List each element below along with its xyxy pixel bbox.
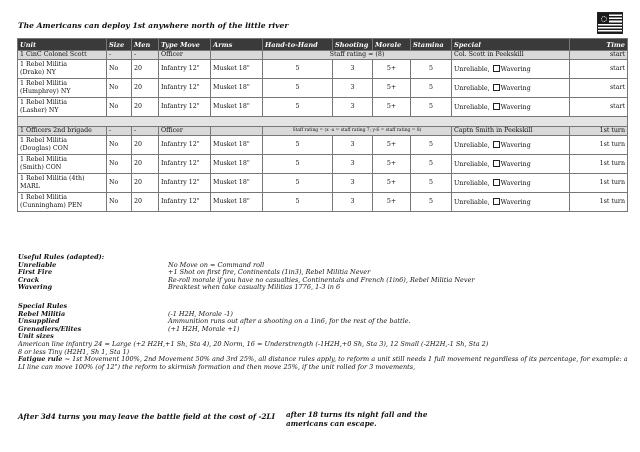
table-row	[18, 193, 628, 212]
rule-description: +1 Shot on first fire, Continentals (1in3), Rebel Militia Never	[168, 268, 371, 277]
size-cell: No	[107, 193, 132, 212]
stamina-cell: 5	[411, 155, 452, 174]
column-header: Men	[132, 39, 159, 51]
men-cell: 20	[132, 79, 159, 98]
wavering-checkbox[interactable]	[493, 179, 500, 186]
time-cell: 1st turn	[570, 136, 628, 155]
arms-cell: Musket 18"	[211, 60, 263, 79]
time-cell: start	[570, 51, 628, 60]
rule-row	[18, 284, 628, 292]
rule-description: (+1 H2H, Morale +1)	[168, 324, 240, 333]
size-cell: No	[107, 155, 132, 174]
special-cell	[452, 136, 570, 155]
fatigue-rule-text: 1st Movement 100%, 2nd Movement 50% and 3rd 25%, all distance rules apply, to reform a unit still needs 1 full movement regardless of its percentage, for example: a LI line can move 100% (of 12") the reform to skirmish formation and then move 25%, if the unit rolled for 3 movements,	[18, 355, 628, 371]
unit-origin-line: (Cunningham) PEN	[20, 202, 83, 209]
special-cell	[452, 174, 570, 193]
unit-name-line: 1 Rebel Militia	[20, 137, 68, 144]
unit-origin-line: (Lasher) NY	[20, 107, 59, 114]
size-cell: -	[107, 127, 132, 136]
rules-section	[18, 254, 628, 371]
rule-name: Unit sizes	[18, 332, 54, 341]
rule-name: Grenadiers/Elites	[18, 324, 82, 333]
footer-note-right: after 18 turns its night fall and the americans can escape.	[286, 410, 428, 428]
special-text: Wavering	[500, 160, 531, 168]
unit-origin-line: (Humphrey) NY	[20, 88, 71, 95]
special-cell: Col. Scott in Peekskill	[452, 51, 570, 60]
special-cell	[452, 60, 570, 79]
stamina-cell: 5	[411, 193, 452, 212]
h2h-cell: 5	[263, 174, 333, 193]
time-cell: start	[570, 79, 628, 98]
morale-cell: 5+	[373, 98, 411, 117]
move-cell: Infantry 12"	[159, 98, 211, 117]
rule-name: First Fire	[18, 268, 53, 277]
rule-name: Rebel Militia	[18, 309, 66, 318]
shooting-cell: 3	[333, 136, 373, 155]
special-text: Wavering	[500, 84, 531, 92]
arms-cell: Musket 18"	[211, 79, 263, 98]
rule-description: Breaktest when take casualty Militias 1776, 1-3 in 6	[168, 283, 341, 292]
move-cell: Officer	[159, 51, 211, 60]
unit-name-cell	[18, 60, 107, 79]
h2h-cell: 5	[263, 60, 333, 79]
special-text: Wavering	[500, 198, 531, 206]
wavering-checkbox[interactable]	[493, 65, 500, 72]
column-header: Shooting	[333, 39, 373, 51]
unit-name-cell: 1 CinC Colonel Scott	[18, 51, 107, 60]
order-of-battle-table	[17, 38, 628, 212]
column-header: Special	[452, 39, 570, 51]
move-cell: Infantry 12"	[159, 174, 211, 193]
morale-cell: 5+	[373, 155, 411, 174]
wavering-checkbox[interactable]	[493, 103, 500, 110]
time-cell: start	[570, 98, 628, 117]
move-cell: Infantry 12"	[159, 60, 211, 79]
h2h-cell: 5	[263, 136, 333, 155]
h2h-cell: 5	[263, 193, 333, 212]
special-text: Unreliable,	[454, 198, 490, 206]
men-cell: 20	[132, 174, 159, 193]
table-row	[18, 136, 628, 155]
table-row	[18, 155, 628, 174]
rule-name: Unreliable	[18, 260, 57, 269]
unit-name-cell	[18, 136, 107, 155]
special-text: Unreliable,	[454, 103, 490, 111]
rule-name: Wavering	[18, 283, 53, 292]
unit-origin-line: (Douglas) CON	[20, 145, 69, 152]
special-text: Unreliable,	[454, 179, 490, 187]
rule-row	[18, 318, 628, 326]
morale-cell: 5+	[373, 136, 411, 155]
stamina-cell: 5	[411, 98, 452, 117]
column-header: Time	[570, 39, 628, 51]
move-cell: Infantry 12"	[159, 155, 211, 174]
unit-sizes-line-2: 8 or less Tiny (H2H1, Sh 1, Sta 1)	[18, 347, 130, 356]
fatigue-rule	[18, 356, 628, 371]
fatigue-rule-label: Fatigue rule ~	[18, 355, 71, 364]
unit-name-line: 1 Rebel Militia	[20, 156, 68, 163]
spacer-cell	[18, 117, 628, 127]
shooting-cell: 3	[333, 79, 373, 98]
table-row	[18, 174, 628, 193]
wavering-checkbox[interactable]	[493, 198, 500, 205]
rule-name: Unsupplied	[18, 317, 60, 326]
deployment-heading: The Americans can deploy 1st anywhere north of the little river	[18, 21, 289, 30]
unit-name-cell	[18, 79, 107, 98]
time-cell: 1st turn	[570, 174, 628, 193]
unit-name-line: 1 Rebel Militia	[20, 61, 68, 68]
unit-sizes-line-1: American line infantry 24 = Large (+2 H2H,+1 Sh, Sta 4), 20 Norm, 16 = Understrength (-1H2H,+0 Sh, Sta 3), 12 Small (-2H2H,-1 Sh, Sta 2)	[18, 339, 489, 348]
useful-rules-title: Useful Rules (adapted):	[18, 253, 105, 261]
morale-cell: 5+	[373, 174, 411, 193]
morale-cell: 5+	[373, 79, 411, 98]
column-header: Hand-to-Hand	[263, 39, 333, 51]
men-cell: -	[132, 127, 159, 136]
unit-name-line: 1 Rebel Militia	[20, 194, 68, 201]
special-cell	[452, 98, 570, 117]
move-cell: Infantry 12"	[159, 79, 211, 98]
unit-origin-line: (Drake) NY	[20, 69, 56, 76]
men-cell: 20	[132, 136, 159, 155]
command-row	[18, 51, 628, 60]
arms-cell	[211, 51, 263, 60]
shooting-cell: 3	[333, 60, 373, 79]
unit-name-cell: 1 Officers 2nd brigade	[18, 127, 107, 136]
special-cell	[452, 155, 570, 174]
arms-cell: Musket 18"	[211, 155, 263, 174]
unit-name-cell	[18, 174, 107, 193]
shooting-cell: 3	[333, 98, 373, 117]
stamina-cell: 5	[411, 174, 452, 193]
unit-origin-line: (Smith) CON	[20, 164, 62, 171]
table-row	[18, 79, 628, 98]
special-text: Unreliable,	[454, 65, 490, 73]
men-cell: 20	[132, 155, 159, 174]
arms-cell: Musket 18"	[211, 98, 263, 117]
unit-name-line: 1 Rebel Militia	[20, 80, 68, 87]
column-header: Arms	[211, 39, 263, 51]
wavering-checkbox[interactable]	[493, 141, 500, 148]
rule-description: (-1 H2H, Morale -1)	[168, 309, 233, 318]
special-cell: Captn Smith in Peekskill	[452, 127, 570, 136]
rule-name: Crack	[18, 275, 40, 284]
move-cell: Officer	[159, 127, 211, 136]
size-cell: No	[107, 98, 132, 117]
time-cell: 1st turn	[570, 127, 628, 136]
special-text: Unreliable,	[454, 160, 490, 168]
size-cell: -	[107, 51, 132, 60]
arms-cell: Musket 18"	[211, 136, 263, 155]
men-cell: 20	[132, 98, 159, 117]
stamina-cell: 5	[411, 60, 452, 79]
unit-name-cell	[18, 155, 107, 174]
special-rules-title: Special Rules	[18, 301, 68, 310]
special-text: Wavering	[500, 65, 531, 73]
table-row	[18, 60, 628, 79]
men-cell: -	[132, 51, 159, 60]
h2h-cell: 5	[263, 79, 333, 98]
move-cell: Infantry 12"	[159, 136, 211, 155]
useful-rules-list	[18, 262, 628, 292]
command-row	[18, 127, 628, 136]
shooting-cell: 3	[333, 155, 373, 174]
move-cell: Infantry 12"	[159, 193, 211, 212]
table-row	[18, 98, 628, 117]
time-cell: 1st turn	[570, 193, 628, 212]
stamina-cell: 5	[411, 136, 452, 155]
column-header: Type Move	[159, 39, 211, 51]
shooting-cell: 3	[333, 174, 373, 193]
unit-name-cell	[18, 98, 107, 117]
rule-description: No Move on = Command roll	[168, 260, 265, 269]
special-text: Wavering	[500, 103, 531, 111]
column-header: Size	[107, 39, 132, 51]
arms-cell: Musket 18"	[211, 193, 263, 212]
special-cell	[452, 79, 570, 98]
time-cell: 1st turn	[570, 155, 628, 174]
men-cell: 20	[132, 60, 159, 79]
stamina-cell: 5	[411, 79, 452, 98]
rule-description: Ammunition runs out after a shooting on a 1in6, for the rest of the battle.	[168, 317, 411, 326]
unit-name-line: 1 Rebel Militia (4th)	[20, 175, 85, 182]
h2h-cell: 5	[263, 155, 333, 174]
wavering-checkbox[interactable]	[493, 84, 500, 91]
special-text: Unreliable,	[454, 141, 490, 149]
wavering-checkbox[interactable]	[493, 160, 500, 167]
column-header: Morale	[373, 39, 411, 51]
column-header: Stamina	[411, 39, 452, 51]
flag-canton	[598, 13, 609, 24]
size-cell: No	[107, 136, 132, 155]
shooting-cell: 3	[333, 193, 373, 212]
column-header: Unit	[18, 39, 107, 51]
table-header-row	[18, 39, 628, 51]
unit-name-cell	[18, 193, 107, 212]
arms-cell: Musket 18"	[211, 174, 263, 193]
morale-cell: 5+	[373, 60, 411, 79]
table-body	[18, 51, 628, 212]
men-cell: 20	[132, 193, 159, 212]
size-cell: No	[107, 60, 132, 79]
american-flag-icon	[597, 12, 623, 34]
size-cell: No	[107, 174, 132, 193]
rule-description: Re-roll morale if you have no casualties, Continentals and French (1in6), Rebel Militia Never	[168, 275, 475, 284]
special-text: Unreliable,	[454, 84, 490, 92]
staff-rating-cell: Staff rating = (x -a = staff rating 7; y-6 = staff rating = 8)	[263, 127, 452, 136]
staff-rating-cell: Staff rating = (8)	[263, 51, 452, 60]
time-cell: start	[570, 60, 628, 79]
arms-cell	[211, 127, 263, 136]
special-text: Wavering	[500, 179, 531, 187]
unit-name-line: 1 Rebel Militia	[20, 99, 68, 106]
table-spacer-row	[18, 117, 628, 127]
unit-origin-line: MARL	[20, 183, 40, 190]
special-cell	[452, 193, 570, 212]
size-cell: No	[107, 79, 132, 98]
special-rules-list	[18, 311, 628, 341]
morale-cell: 5+	[373, 193, 411, 212]
footer-note-left: After 3d4 turns you may leave the battle field at the cost of -2LI	[18, 412, 275, 421]
rule-row	[18, 326, 628, 334]
h2h-cell: 5	[263, 98, 333, 117]
special-text: Wavering	[500, 141, 531, 149]
